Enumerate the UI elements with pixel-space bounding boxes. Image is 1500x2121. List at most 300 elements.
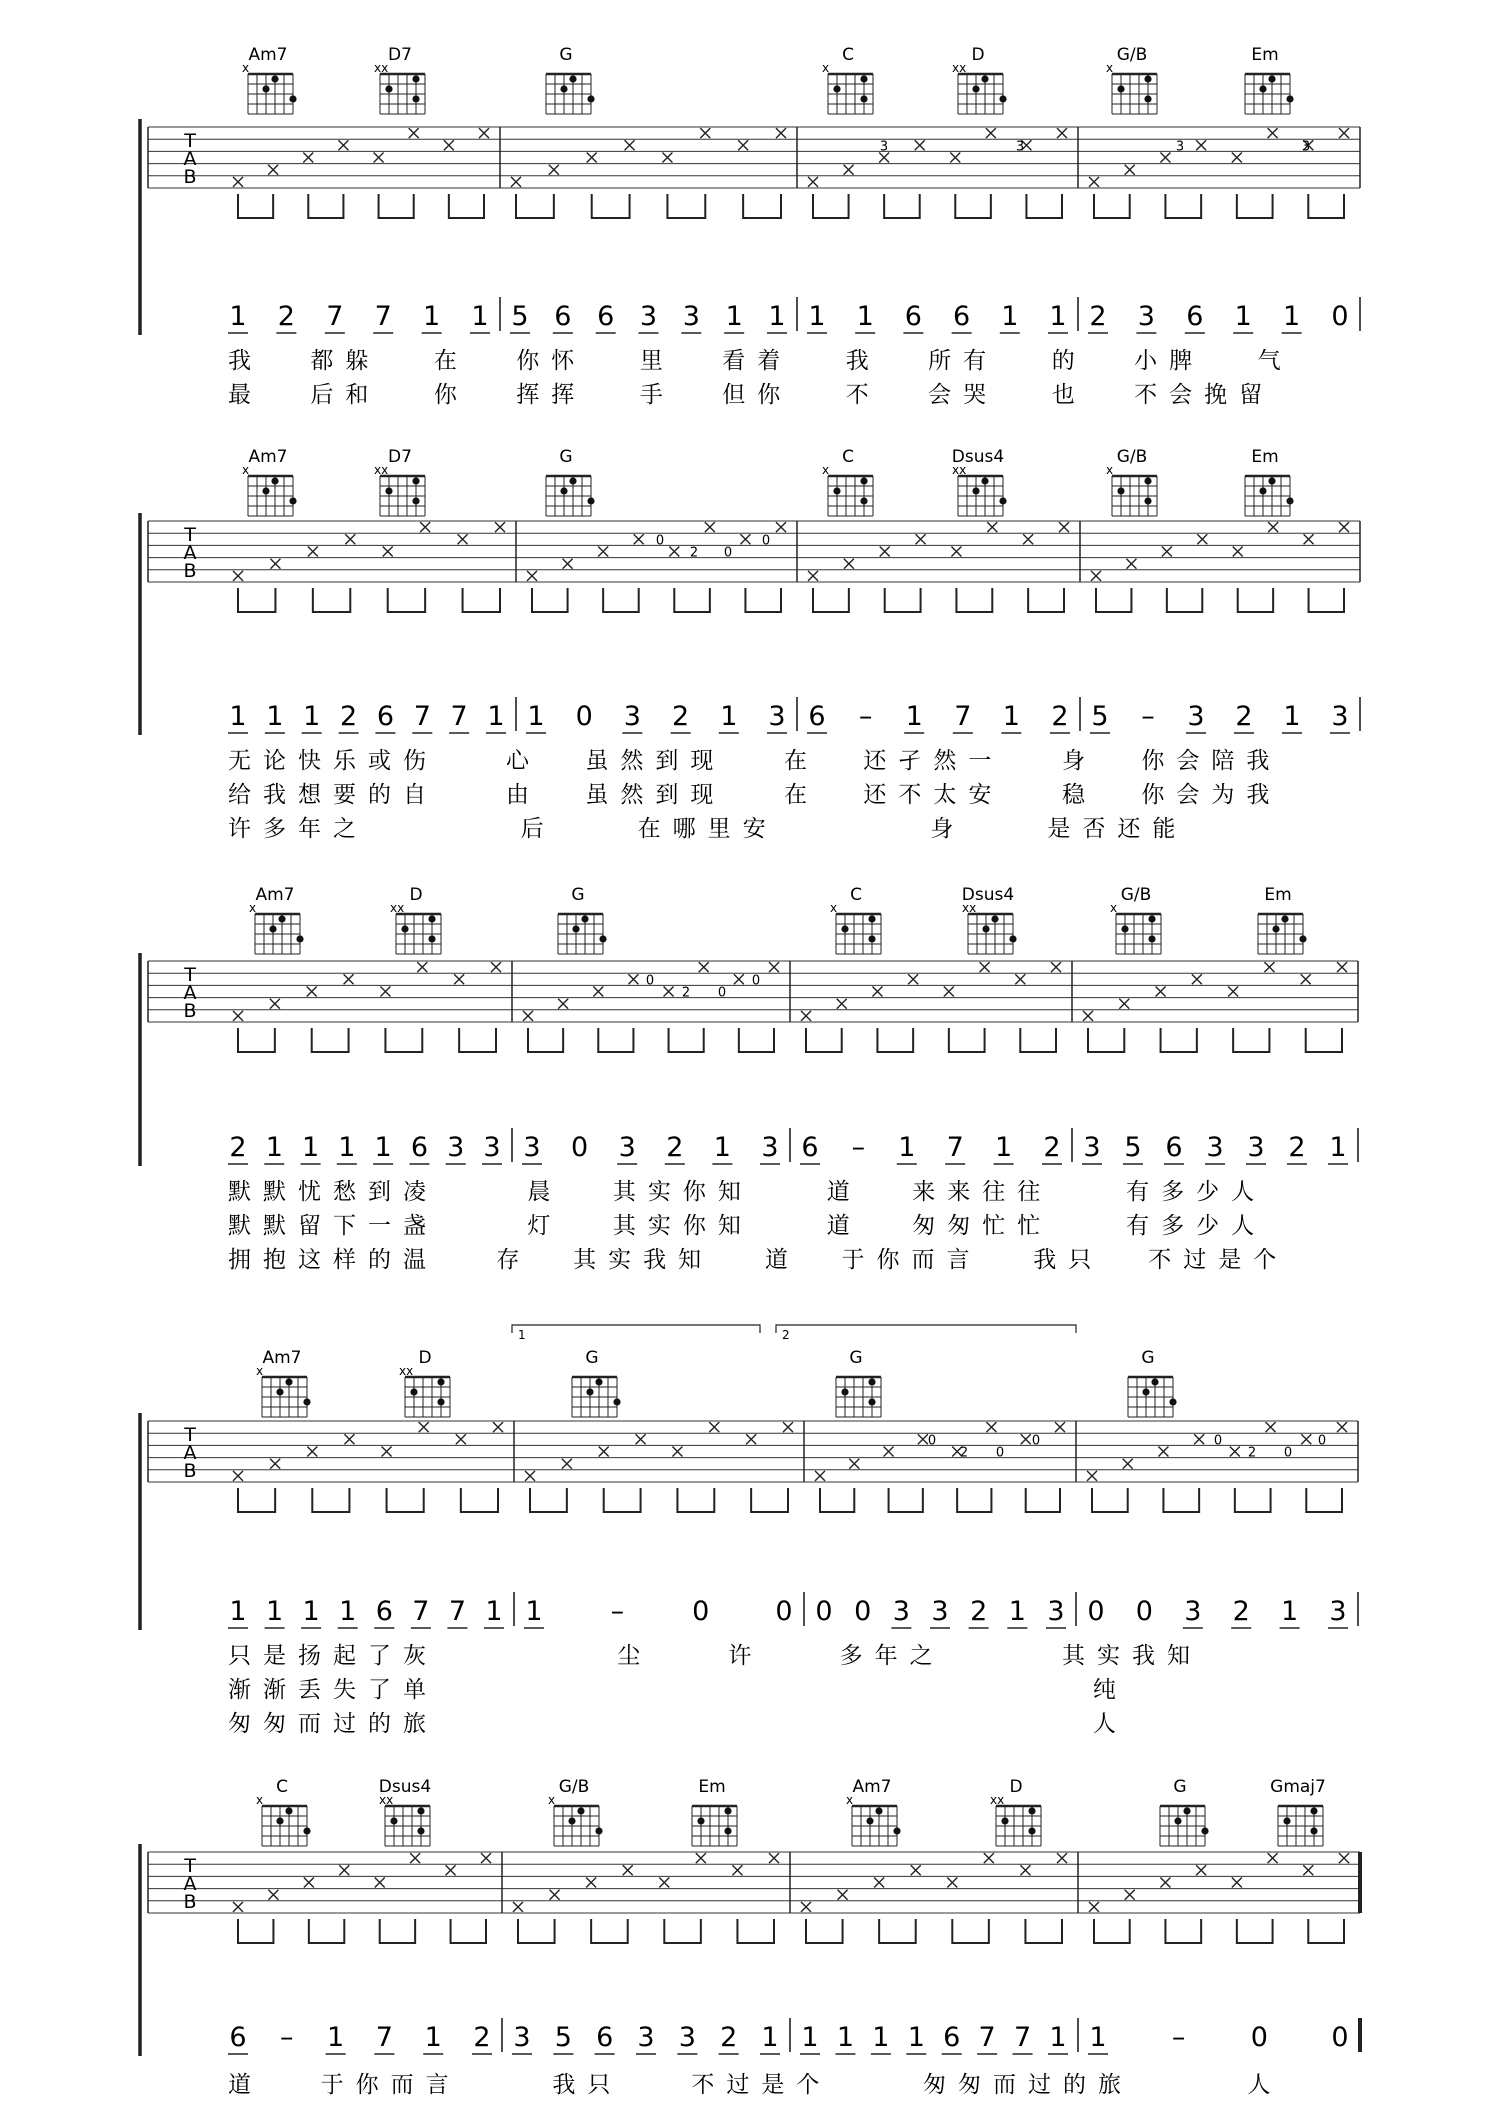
chord-name: C — [842, 447, 854, 467]
tab-note-x — [1160, 153, 1170, 163]
finger-dot — [860, 95, 867, 102]
system-5 — [140, 1777, 1360, 2098]
lyric-word: 小脾 — [1134, 348, 1205, 374]
tab-note-x — [980, 962, 990, 972]
note-beam — [312, 1488, 349, 1512]
tab-note-x — [444, 140, 454, 150]
jianpu-note: 7 — [375, 2022, 393, 2053]
jianpu-note: 2 — [1232, 1596, 1250, 1627]
note-beam — [1088, 1028, 1124, 1052]
jianpu-note: 0 — [1331, 2022, 1349, 2053]
tab-note-x — [662, 153, 672, 163]
tab-note-x — [344, 1434, 354, 1444]
tab-fret-number: 0 — [1283, 1445, 1293, 1461]
tab-note-x — [872, 987, 882, 997]
mute-marks: xx — [379, 1793, 394, 1807]
finger-dot — [1144, 75, 1151, 82]
jianpu-note: 0 — [854, 1596, 872, 1627]
chord-diagram — [256, 1777, 311, 1846]
lyric-word: 道 — [764, 1247, 800, 1273]
lyric-word: 其实我知 — [1062, 1643, 1202, 1669]
note-beam — [1237, 194, 1273, 218]
tab-note-x — [1158, 1447, 1168, 1457]
note-beam — [530, 1488, 567, 1512]
mute-marks: x — [249, 901, 257, 915]
finger-dot — [972, 487, 979, 494]
finger-dot — [981, 75, 988, 82]
note-beam — [238, 194, 273, 218]
tab-note-x — [525, 1471, 535, 1481]
jianpu-note: 3 — [618, 1132, 636, 1163]
lyric-word: 不过是个 — [1148, 1247, 1289, 1273]
finger-dot — [1028, 1807, 1035, 1814]
jianpu-note: 2 — [720, 2022, 738, 2053]
note-beam — [385, 1028, 422, 1052]
tab-note-x — [527, 571, 537, 581]
note-beam — [1094, 1919, 1130, 1943]
jianpu-note: 1 — [713, 1132, 731, 1163]
finger-dot — [1310, 1807, 1317, 1814]
lyric-word: 默默留下一盏 — [228, 1213, 438, 1239]
finger-dot — [1009, 935, 1016, 942]
finger-dot — [613, 1398, 620, 1405]
tab-note-x — [586, 1878, 596, 1888]
jianpu-note: 2 — [1288, 1132, 1306, 1163]
chord-name: Am7 — [262, 1348, 302, 1368]
chord-name: G/B — [1120, 885, 1152, 905]
chord-name: Dsus4 — [961, 885, 1015, 905]
lyric-word: 也 — [1051, 382, 1087, 408]
lyric-word: 尘 — [617, 1643, 653, 1669]
lyric-word: 于你而言 — [841, 1247, 982, 1273]
finger-dot — [697, 1817, 704, 1824]
finger-dot — [586, 1388, 593, 1395]
lyric-word: 看着 — [722, 348, 793, 374]
jianpu-note: 1 — [302, 1596, 320, 1627]
tab-note-x — [815, 1471, 825, 1481]
chord-diagram — [242, 447, 297, 516]
jianpu-note: 0 — [1250, 2022, 1268, 2053]
jianpu-note: 1 — [836, 2022, 855, 2053]
note-beam — [387, 1488, 424, 1512]
tab-note-x — [769, 962, 779, 972]
note-beam — [737, 1919, 774, 1943]
note-beam — [813, 194, 849, 218]
finger-dot — [1001, 1817, 1008, 1824]
note-beam — [528, 1028, 563, 1052]
jianpu-note: 1 — [1234, 301, 1252, 332]
chord-name: D7 — [388, 447, 412, 467]
lyric-word: 道 — [826, 1213, 862, 1239]
chord-name: Am7 — [248, 447, 288, 467]
lyric-word: 匆匆而过的旅 — [923, 2072, 1133, 2098]
note-beam — [1235, 1488, 1271, 1512]
lyric-word: 你 — [433, 382, 469, 408]
chord-diagram — [952, 447, 1007, 516]
note-beam — [806, 1028, 842, 1052]
chord-diagram — [1110, 885, 1161, 954]
tab-note-x — [918, 1434, 928, 1444]
tab-fret-number: 3 — [1175, 139, 1185, 155]
mute-marks: x — [1106, 61, 1114, 75]
finger-dot — [276, 1388, 283, 1395]
jianpu-note: 1 — [1001, 301, 1019, 332]
note-beam — [238, 588, 275, 612]
tab-note-x — [908, 974, 918, 984]
chord-name: G — [849, 1348, 863, 1368]
chord-name: Em — [698, 1777, 726, 1797]
lyric-word: 不会挽留 — [1134, 382, 1275, 408]
tab-note-x — [454, 974, 464, 984]
tab-note-x — [623, 1865, 633, 1875]
jianpu-note: 2 — [473, 2022, 491, 2053]
jianpu-note: 2 — [229, 1132, 247, 1163]
chord-name: G — [585, 1348, 599, 1368]
tab-note-x — [769, 1853, 779, 1863]
tab-note-x — [1087, 1471, 1097, 1481]
tab-fret-number: 0 — [723, 545, 733, 561]
lyric-word: 的 — [1051, 348, 1087, 374]
tab-clef-letter: A — [183, 982, 197, 1004]
jianpu-note: 7 — [946, 1132, 964, 1163]
jianpu-note: 1 — [485, 1596, 503, 1627]
volta-bracket — [512, 1325, 760, 1333]
note-beam — [674, 588, 710, 612]
tab-fret-number: 0 — [761, 533, 771, 549]
note-beam — [1309, 588, 1344, 612]
note-beam — [955, 194, 991, 218]
lyric-word: 渐渐丢失了单 — [228, 1677, 438, 1703]
tab-note-x — [375, 1878, 385, 1888]
tab-note-x — [493, 1422, 503, 1432]
tab-note-x — [268, 1890, 278, 1900]
note-beam — [813, 588, 849, 612]
jianpu-note: 1 — [907, 2022, 925, 2053]
chord-diagram — [572, 1348, 621, 1417]
tab-note-x — [233, 1011, 243, 1021]
finger-dot — [412, 497, 419, 504]
chord-diagram — [952, 45, 1007, 114]
tab-note-x — [947, 1878, 957, 1888]
tab-note-x — [409, 128, 419, 138]
tab-note-x — [738, 140, 748, 150]
jianpu-note: 6 — [953, 301, 971, 332]
jianpu-note: 1 — [339, 1596, 357, 1627]
mute-marks: xx — [374, 61, 389, 75]
tab-note-x — [696, 1853, 706, 1863]
system-3 — [140, 885, 1358, 1273]
mute-marks: x — [846, 1793, 854, 1807]
tab-note-x — [304, 1878, 314, 1888]
jianpu-note: 1 — [1281, 1596, 1299, 1627]
tab-note-x — [705, 522, 715, 532]
jianpu-note: 6 — [943, 2022, 961, 2053]
chord-name: G — [559, 45, 573, 65]
note-beam — [1308, 194, 1344, 218]
note-beam — [1025, 1919, 1062, 1943]
lyric-word: 在 — [433, 348, 469, 374]
tab-note-x — [513, 1902, 523, 1912]
tab-note-x — [1268, 522, 1278, 532]
jianpu-note: 6 — [801, 1132, 819, 1163]
tab-note-x — [1304, 534, 1314, 544]
chord-name: C — [276, 1777, 288, 1797]
chord-diagram — [1106, 45, 1157, 114]
chord-name: Dsus4 — [378, 1777, 432, 1797]
chord-name: Gmaj7 — [1270, 1777, 1326, 1797]
mute-marks: x — [242, 61, 250, 75]
tab-fret-number: 0 — [1317, 1433, 1327, 1449]
mute-marks: x — [256, 1364, 264, 1378]
tab-note-x — [915, 140, 925, 150]
chord-name: D — [971, 45, 985, 65]
jianpu-note: 6 — [904, 301, 922, 332]
note-beam — [603, 588, 639, 612]
tab-note-x — [1264, 962, 1274, 972]
finger-dot — [833, 85, 840, 92]
note-beam — [1096, 588, 1131, 612]
tab-fret-number: 3 — [1015, 139, 1025, 155]
jianpu-note: 1 — [801, 2022, 819, 2053]
tab-note-x — [1337, 1422, 1347, 1432]
tab-note-x — [308, 547, 318, 557]
lyric-word: 晨 — [527, 1179, 563, 1205]
jianpu-note: 1 — [229, 701, 247, 732]
jianpu-note: 2 — [666, 1132, 684, 1163]
finger-dot — [278, 915, 285, 922]
chord-diagram — [546, 45, 595, 114]
finger-dot — [303, 1827, 310, 1834]
jianpu-note: 2 — [339, 701, 358, 732]
tab-note-x — [625, 140, 635, 150]
jianpu-note: 1 — [995, 1132, 1013, 1163]
finger-dot — [1272, 925, 1279, 932]
chord-diagram — [1270, 1777, 1326, 1846]
finger-dot — [1028, 1827, 1035, 1834]
chord-diagram — [692, 1777, 737, 1846]
lyric-word: 挥挥 — [516, 382, 587, 408]
lyric-word: 不过是个 — [691, 2072, 832, 2098]
jianpu-note: 1 — [301, 1132, 320, 1163]
jianpu-note: 1 — [720, 701, 738, 732]
finger-dot — [262, 85, 269, 92]
jianpu-note: 1 — [872, 2022, 890, 2053]
lyric-word: 会哭 — [928, 382, 999, 408]
lyric-word: 在 — [784, 748, 819, 774]
jianpu-note: 1 — [1329, 1132, 1347, 1163]
jianpu-note: 3 — [1047, 1596, 1065, 1627]
note-beam — [952, 1919, 989, 1943]
finger-dot — [1201, 1827, 1208, 1834]
system-4 — [140, 1325, 1358, 1737]
jianpu-note: 3 — [1187, 701, 1205, 732]
tab-note-x — [307, 1447, 317, 1457]
chord-name: G/B — [558, 1777, 590, 1797]
note-beam — [238, 1919, 273, 1943]
tab-clef-letter: A — [183, 148, 197, 170]
finger-dot — [412, 95, 419, 102]
jianpu-note: 5 — [1124, 1132, 1142, 1163]
tab-note-x — [664, 987, 674, 997]
note-beam — [957, 1488, 991, 1512]
lyric-word: 还孑然一 — [863, 748, 1004, 774]
jianpu-note: 7 — [374, 301, 392, 332]
tab-note-x — [1021, 1434, 1031, 1444]
chord-name: G/B — [1116, 447, 1148, 467]
note-beam — [889, 1488, 923, 1512]
lyric-word: 最 — [228, 382, 263, 408]
tab-note-x — [636, 1434, 646, 1444]
chord-diagram — [374, 45, 425, 114]
chord-name: D — [409, 885, 423, 905]
finger-dot — [1151, 1378, 1158, 1385]
finger-dot — [868, 1378, 875, 1385]
lyric-word: 其实你知 — [612, 1213, 753, 1239]
chord-name: D — [1009, 1777, 1023, 1797]
finger-dot — [385, 487, 392, 494]
tab-note-x — [987, 522, 997, 532]
chord-diagram — [822, 447, 873, 516]
chord-diagram — [399, 1348, 450, 1417]
tab-note-x — [740, 534, 750, 544]
jianpu-note: 0 — [575, 701, 593, 732]
jianpu-note: 1 — [1049, 301, 1067, 332]
note-beam — [884, 194, 920, 218]
tab-clef-letter: B — [183, 1000, 197, 1022]
note-beam — [1306, 1028, 1342, 1052]
jianpu-note: 3 — [678, 2022, 696, 2053]
jianpu-note: 5 — [1091, 701, 1109, 732]
chord-name: G — [1141, 1348, 1155, 1368]
tab-note-x — [1020, 1865, 1030, 1875]
mute-marks: xx — [962, 901, 977, 915]
tab-clef-letter: T — [184, 130, 196, 152]
lyric-word: 手 — [639, 382, 675, 408]
tab-note-x — [844, 559, 854, 569]
tab-note-x — [628, 974, 638, 984]
finger-dot — [410, 1388, 417, 1395]
jianpu-note: 3 — [513, 2022, 531, 2053]
tab-note-x — [884, 1447, 894, 1457]
note-beam — [1308, 1919, 1344, 1943]
tab-note-x — [916, 534, 926, 544]
finger-dot — [1259, 487, 1266, 494]
tab-note-x — [419, 1422, 429, 1432]
note-beam — [743, 194, 781, 218]
tab-note-x — [458, 534, 468, 544]
tab-note-x — [1303, 1865, 1313, 1875]
note-beam — [308, 194, 343, 218]
jianpu-note: 3 — [483, 1132, 501, 1163]
finger-dot — [999, 95, 1006, 102]
chord-name: D — [418, 1348, 432, 1368]
tab-fret-number: 0 — [995, 1445, 1005, 1461]
note-beam — [664, 1919, 701, 1943]
lyric-word: 虽然到现 — [585, 782, 726, 808]
mute-marks: xx — [990, 1793, 1005, 1807]
note-beam — [1237, 1919, 1273, 1943]
finger-dot — [841, 925, 848, 932]
finger-dot — [1117, 487, 1124, 494]
jianpu-note: 1 — [327, 2022, 345, 2053]
jianpu-note: 1 — [229, 1596, 247, 1627]
note-beam — [451, 1919, 486, 1943]
tab-clef-letter: B — [183, 1460, 197, 1482]
finger-dot — [412, 75, 419, 82]
tab-note-x — [380, 987, 390, 997]
finger-dot — [569, 75, 576, 82]
jianpu-note: – — [1171, 2022, 1186, 2053]
jianpu-note: 2 — [970, 1596, 988, 1627]
jianpu-note: – — [610, 1596, 625, 1627]
note-beam — [1092, 1488, 1128, 1512]
note-beam — [806, 1919, 843, 1943]
finger-dot — [868, 1398, 875, 1405]
lyric-word: 在 — [784, 782, 819, 808]
tab-fret-number: 0 — [645, 973, 655, 989]
tab-note-x — [1089, 177, 1099, 187]
lyric-word: 后和 — [310, 382, 381, 408]
jianpu-note: 7 — [450, 701, 468, 732]
note-beam — [380, 1919, 415, 1943]
lyric-word: 你会为我 — [1141, 782, 1282, 808]
finger-dot — [1259, 85, 1266, 92]
tab-note-x — [1089, 1902, 1099, 1912]
tab-fret-number: 3 — [1301, 139, 1311, 155]
tab-note-x — [233, 1902, 243, 1912]
note-beam — [592, 194, 630, 218]
jianpu-note: 0 — [1331, 301, 1349, 332]
tab-note-x — [491, 962, 501, 972]
chord-diagram — [374, 447, 425, 516]
jianpu-note: 0 — [571, 1132, 589, 1163]
note-beam — [1094, 194, 1130, 218]
tab-note-x — [732, 1865, 742, 1875]
note-beam — [745, 588, 781, 612]
note-beam — [820, 1488, 854, 1512]
note-beam — [1028, 588, 1064, 612]
tab-note-x — [344, 974, 354, 984]
jianpu-note: 3 — [892, 1596, 910, 1627]
mute-marks: xx — [952, 463, 967, 477]
note-beam — [461, 1488, 498, 1512]
finger-dot — [401, 925, 408, 932]
finger-dot — [568, 1817, 575, 1824]
finger-dot — [595, 1827, 602, 1834]
chord-name: Em — [1264, 885, 1292, 905]
tab-note-x — [880, 547, 890, 557]
jianpu-note: 7 — [1013, 2022, 1032, 2053]
chord-name: Em — [1251, 45, 1279, 65]
finger-dot — [285, 1807, 292, 1814]
tab-note-x — [383, 547, 393, 557]
lyric-word: 里 — [639, 348, 675, 374]
jianpu-note: 1 — [768, 301, 786, 332]
jianpu-note: 6 — [375, 1596, 393, 1627]
tab-note-x — [1091, 571, 1101, 581]
jianpu-note: 6 — [554, 301, 572, 332]
finger-dot — [1148, 915, 1155, 922]
finger-dot — [428, 935, 435, 942]
tab-note-x — [270, 559, 280, 569]
tab-note-x — [1192, 974, 1202, 984]
tab-note-x — [1057, 128, 1067, 138]
tab-note-x — [808, 571, 818, 581]
lyric-word: 是否还能 — [1047, 816, 1188, 842]
tab-note-x — [669, 547, 679, 557]
lyric-word: 由 — [506, 782, 541, 808]
finger-dot — [289, 497, 296, 504]
